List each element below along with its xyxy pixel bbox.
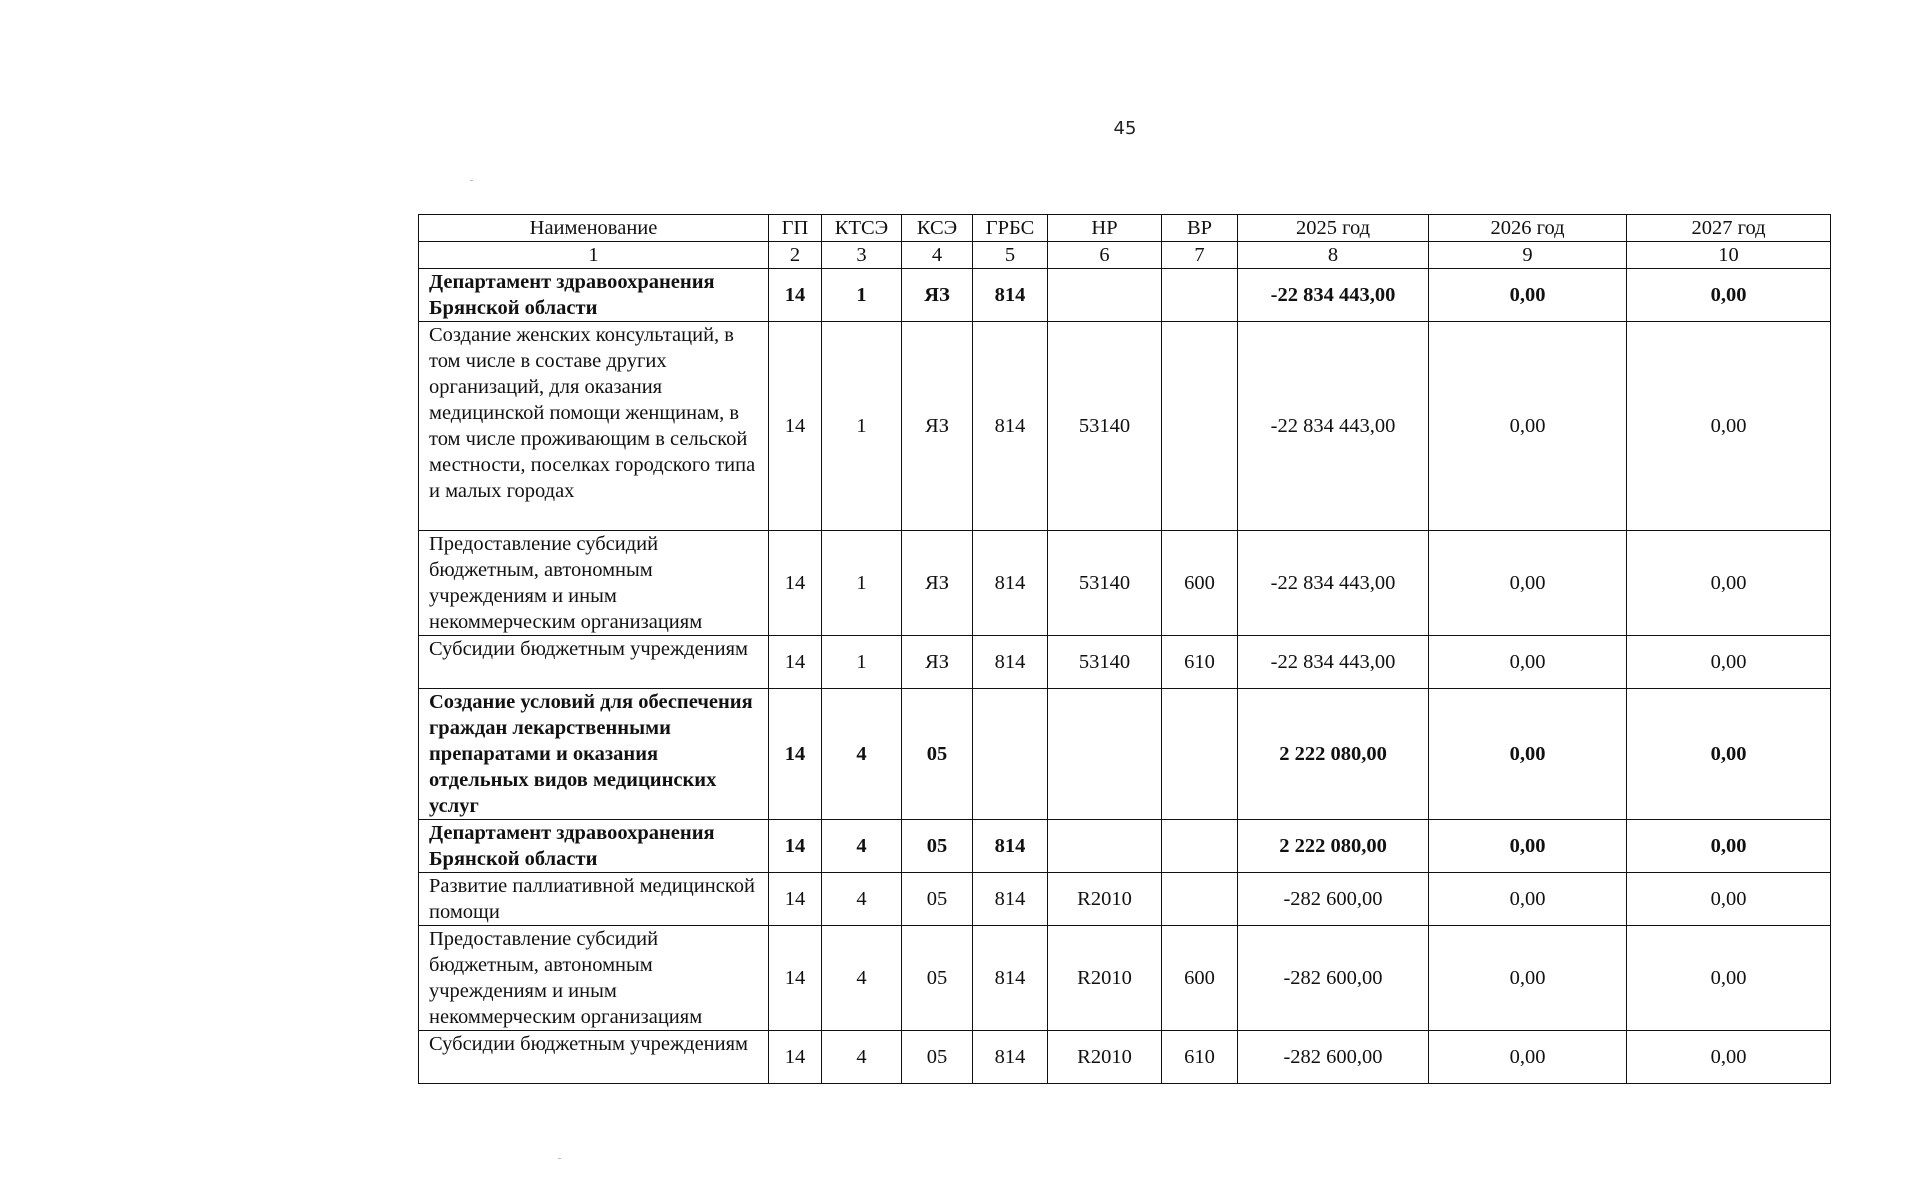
cell-2026: 0,00 — [1429, 531, 1627, 636]
column-number-row — [419, 242, 1831, 269]
table-row — [419, 269, 1831, 322]
column-number: 3 — [822, 242, 902, 269]
cell-nr — [1048, 820, 1162, 873]
header-gp: ГП — [769, 215, 822, 242]
cell-nr: R2010 — [1048, 873, 1162, 926]
cell-grbs — [973, 689, 1048, 820]
cell-2026: 0,00 — [1429, 269, 1627, 322]
cell-kse: 05 — [902, 689, 973, 820]
cell-2027: 0,00 — [1627, 689, 1831, 820]
cell-vr: 600 — [1162, 531, 1238, 636]
cell-ktse: 1 — [822, 269, 902, 322]
cell-vr — [1162, 873, 1238, 926]
cell-kse: 05 — [902, 820, 973, 873]
cell-2026: 0,00 — [1429, 322, 1627, 531]
row-name: Предоставление субсидий бюджетным, автономным учреждениям и иным некоммерческим организациям — [419, 531, 769, 636]
row-name: Департамент здравоохранения Брянской области — [419, 820, 769, 873]
column-number: 5 — [973, 242, 1048, 269]
cell-gp: 14 — [769, 820, 822, 873]
cell-kse: ЯЗ — [902, 269, 973, 322]
cell-2026: 0,00 — [1429, 1031, 1627, 1084]
cell-kse: 05 — [902, 1031, 973, 1084]
cell-kse: 05 — [902, 873, 973, 926]
cell-2027: 0,00 — [1627, 926, 1831, 1031]
cell-2025: -22 834 443,00 — [1238, 269, 1429, 322]
column-number: 10 — [1627, 242, 1831, 269]
cell-gp: 14 — [769, 322, 822, 531]
cell-2025: -282 600,00 — [1238, 1031, 1429, 1084]
header-2025: 2025 год — [1238, 215, 1429, 242]
cell-nr: 53140 — [1048, 531, 1162, 636]
cell-2026: 0,00 — [1429, 820, 1627, 873]
page-number: 45 — [1113, 118, 1137, 139]
cell-2027: 0,00 — [1627, 636, 1831, 689]
cell-ktse: 4 — [822, 820, 902, 873]
cell-nr: R2010 — [1048, 926, 1162, 1031]
cell-2025: -22 834 443,00 — [1238, 531, 1429, 636]
column-number: 8 — [1238, 242, 1429, 269]
header-kse: КСЭ — [902, 215, 973, 242]
cell-2025: -282 600,00 — [1238, 926, 1429, 1031]
row-name: Создание женских консультаций, в том числе в составе других организаций, для оказания медицинской помощи женщинам, в том числе проживающим в сельской местности, поселках городского типа и малых городах — [419, 322, 769, 531]
cell-gp: 14 — [769, 689, 822, 820]
cell-gp: 14 — [769, 1031, 822, 1084]
cell-2025: 2 222 080,00 — [1238, 820, 1429, 873]
header-grbs: ГРБС — [973, 215, 1048, 242]
cell-grbs: 814 — [973, 636, 1048, 689]
cell-ktse: 4 — [822, 689, 902, 820]
header-ktse: КТСЭ — [822, 215, 902, 242]
header-name: Наименование — [419, 215, 769, 242]
header-2027: 2027 год — [1627, 215, 1831, 242]
column-number: 7 — [1162, 242, 1238, 269]
cell-vr: 600 — [1162, 926, 1238, 1031]
row-name: Развитие паллиативной медицинской помощи — [419, 873, 769, 926]
cell-grbs: 814 — [973, 269, 1048, 322]
cell-grbs: 814 — [973, 322, 1048, 531]
cell-ktse: 1 — [822, 531, 902, 636]
cell-vr — [1162, 269, 1238, 322]
row-name: Предоставление субсидий бюджетным, автономным учреждениям и иным некоммерческим организациям — [419, 926, 769, 1031]
table-row — [419, 926, 1831, 1031]
column-number: 4 — [902, 242, 973, 269]
table-header-row — [419, 215, 1831, 242]
column-number: 9 — [1429, 242, 1627, 269]
header-nr: НР — [1048, 215, 1162, 242]
cell-gp: 14 — [769, 531, 822, 636]
cell-vr — [1162, 820, 1238, 873]
table-row — [419, 531, 1831, 636]
cell-grbs: 814 — [973, 820, 1048, 873]
cell-vr: 610 — [1162, 636, 1238, 689]
cell-gp: 14 — [769, 269, 822, 322]
cell-2027: 0,00 — [1627, 873, 1831, 926]
cell-2027: 0,00 — [1627, 1031, 1831, 1084]
cell-2026: 0,00 — [1429, 926, 1627, 1031]
cell-2027: 0,00 — [1627, 820, 1831, 873]
table-row — [419, 873, 1831, 926]
budget-table — [418, 214, 1831, 1084]
cell-ktse: 4 — [822, 873, 902, 926]
table-row — [419, 636, 1831, 689]
cell-2025: -22 834 443,00 — [1238, 322, 1429, 531]
cell-2027: 0,00 — [1627, 269, 1831, 322]
cell-grbs: 814 — [973, 873, 1048, 926]
cell-2027: 0,00 — [1627, 322, 1831, 531]
column-number: 2 — [769, 242, 822, 269]
cell-2025: -22 834 443,00 — [1238, 636, 1429, 689]
row-name: Создание условий для обеспечения граждан лекарственными препаратами и оказания отдельных видов медицинских услуг — [419, 689, 769, 820]
row-name: Субсидии бюджетным учреждениям — [419, 1031, 769, 1084]
cell-vr — [1162, 322, 1238, 531]
row-name: Департамент здравоохранения Брянской области — [419, 269, 769, 322]
table-row — [419, 1031, 1831, 1084]
header-2026: 2026 год — [1429, 215, 1627, 242]
scan-speck — [470, 180, 473, 181]
column-number: 6 — [1048, 242, 1162, 269]
cell-ktse: 4 — [822, 1031, 902, 1084]
cell-grbs: 814 — [973, 926, 1048, 1031]
table-row — [419, 689, 1831, 820]
cell-kse: ЯЗ — [902, 531, 973, 636]
cell-2025: 2 222 080,00 — [1238, 689, 1429, 820]
cell-grbs: 814 — [973, 531, 1048, 636]
cell-nr — [1048, 269, 1162, 322]
cell-vr — [1162, 689, 1238, 820]
table-row — [419, 820, 1831, 873]
cell-vr: 610 — [1162, 1031, 1238, 1084]
cell-gp: 14 — [769, 636, 822, 689]
cell-2026: 0,00 — [1429, 873, 1627, 926]
cell-2026: 0,00 — [1429, 636, 1627, 689]
table-row — [419, 322, 1831, 531]
cell-ktse: 1 — [822, 322, 902, 531]
cell-2027: 0,00 — [1627, 531, 1831, 636]
cell-ktse: 4 — [822, 926, 902, 1031]
cell-gp: 14 — [769, 926, 822, 1031]
row-name: Субсидии бюджетным учреждениям — [419, 636, 769, 689]
header-vr: ВР — [1162, 215, 1238, 242]
cell-2026: 0,00 — [1429, 689, 1627, 820]
column-number: 1 — [419, 242, 769, 269]
cell-gp: 14 — [769, 873, 822, 926]
cell-kse: 05 — [902, 926, 973, 1031]
cell-kse: ЯЗ — [902, 322, 973, 531]
cell-kse: ЯЗ — [902, 636, 973, 689]
cell-nr: R2010 — [1048, 1031, 1162, 1084]
cell-nr: 53140 — [1048, 636, 1162, 689]
cell-nr — [1048, 689, 1162, 820]
cell-ktse: 1 — [822, 636, 902, 689]
cell-2025: -282 600,00 — [1238, 873, 1429, 926]
cell-grbs: 814 — [973, 1031, 1048, 1084]
scan-speck — [558, 1158, 561, 1159]
cell-nr: 53140 — [1048, 322, 1162, 531]
